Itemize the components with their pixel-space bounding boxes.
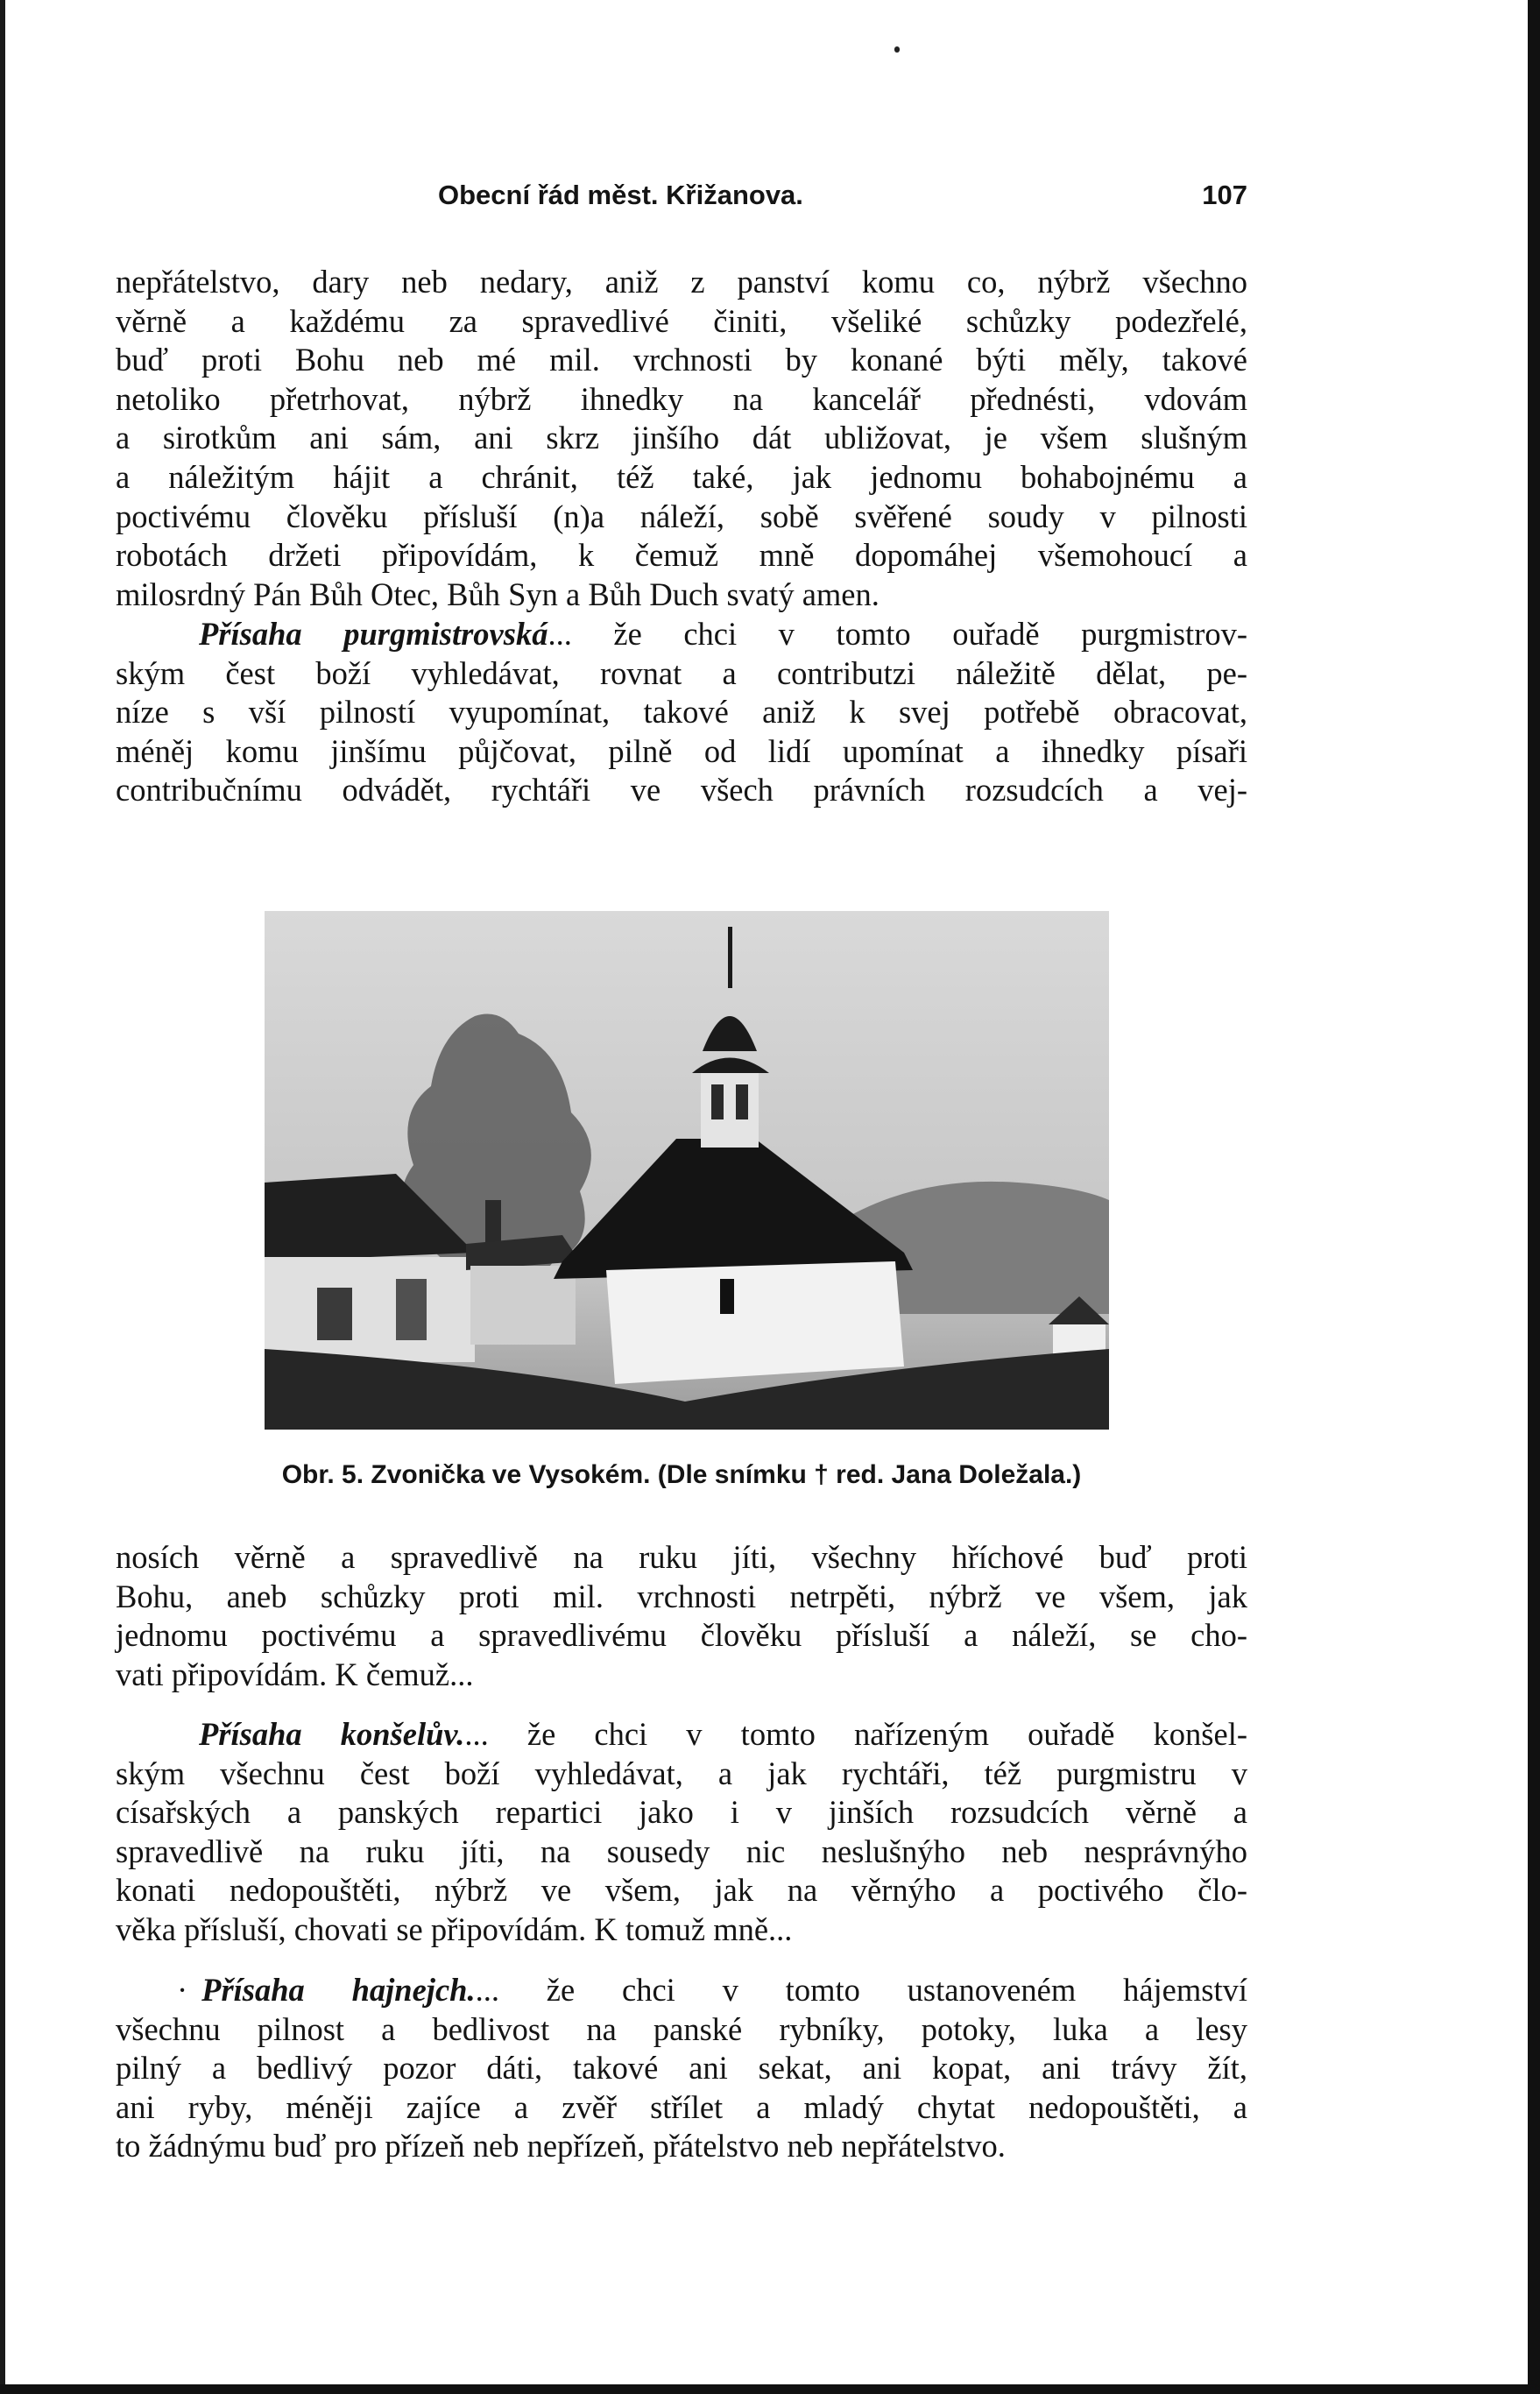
- paragraph-4: [116, 1715, 1247, 1950]
- running-header: [116, 180, 1247, 223]
- text-line: pilný a bedlivý pozor dáti, takové ani sekat, ani kopat, ani trávy žít,: [116, 2050, 1247, 2087]
- paragraph-2: [116, 615, 1247, 810]
- oath-heading: Přísaha konšelův.: [199, 1716, 465, 1752]
- text-line: věka přísluší, chovati se připovídám. K tomuž mně...: [116, 1910, 793, 1947]
- text-line: jednomu poctivému a spravedlivému člověku přísluší a náleží, se cho-: [116, 1617, 1247, 1654]
- text-line: [116, 615, 1247, 654]
- scan-edge-right: [1528, 0, 1540, 2394]
- text-line: Bohu, aneb schůzky proti mil. vrchnosti netrpěti, nýbrž ve všem, jak: [116, 1578, 1247, 1614]
- text-line: věrně a každému za spravedlivé činiti, všeliké schůzky podezřelé,: [116, 302, 1247, 339]
- oath-heading: Přísaha purgmistrovská: [199, 616, 548, 652]
- text-line: contribučnímu odvádět, rychtáři ve všech právních rozsudcích a vej-: [116, 772, 1247, 809]
- stray-mark: ·: [177, 1972, 188, 2008]
- text-line: a náležitým hájit a chránit, též také, jak jednomu bohabojnému a: [116, 458, 1247, 495]
- text-line: nosích věrně a spravedlivě na ruku jíti, všechny hříchové buď proti: [116, 1539, 1247, 1575]
- scan-edge-left: [0, 0, 5, 2394]
- text-line: poctivému člověku přísluší (n)a náleží, sobě svěřené soudy v pilnosti: [116, 498, 1247, 534]
- text-line: konati nedopouštěti, nýbrž ve všem, jak na věrnýho a poctivého člo-: [116, 1872, 1247, 1909]
- text-line-rest: ... že chci v tomto nařízeným ouřadě konšel-: [464, 1716, 1247, 1752]
- text-line: to žádnýmu buď pro přízeň neb nepřízeň, přátelstvo neb nepřátelstvo.: [116, 2128, 1006, 2164]
- header-title: Obecní řád měst. Křižanova.: [438, 180, 803, 210]
- text-line: robotách držeti připovídám, k čemuž mně dopomáhej všemohoucí a: [116, 537, 1247, 574]
- text-line: milosrdný Pán Bůh Otec, Bůh Syn a Bůh Duch svatý amen.: [116, 576, 879, 612]
- text-line: ským čest boží vyhledávat, rovnat a contributzi náležitě dělat, pe-: [116, 654, 1247, 691]
- text-line: všechnu pilnost a bedlivost na panské rybníky, potoky, luka a lesy: [116, 2010, 1247, 2047]
- text-line: [116, 1971, 1247, 2010]
- figure-caption: Obr. 5. Zvonička ve Vysokém. (Dle snímku † red. Jana Doležala.): [281, 1460, 1082, 1489]
- text-line: [116, 1715, 1247, 1755]
- text-line: spravedlivě na ruku jíti, na sousedy nic neslušnýho neb nesprávnýho: [116, 1833, 1247, 1869]
- scan-speck: [894, 46, 900, 53]
- text-line: nepřátelstvo, dary neb nedary, aniž z panství komu co, nýbrž všechno: [116, 264, 1247, 300]
- photo-belfry: [265, 911, 1109, 1430]
- text-line: a sirotkům ani sám, ani skrz jinšího dát ubližovat, je všem slušným: [116, 420, 1247, 456]
- text-line: méněj komu jinšímu půjčovat, pilně od lidí upomínat a ihnedky písaři: [116, 732, 1247, 769]
- text-line: netoliko přetrhovat, nýbrž ihnedky na kancelář přednésti, vdovám: [116, 380, 1247, 417]
- figure-photo: [265, 911, 1109, 1430]
- text-line: ani ryby, méněji zajíce a zvěř střílet a mladý chytat nedopouštěti, a: [116, 2088, 1247, 2125]
- paragraph-1: [116, 263, 1247, 614]
- text-line: buď proti Bohu neb mé mil. vrchnosti by konané býti měly, takové: [116, 342, 1247, 378]
- text-line: vati připovídám. K čemuž...: [116, 1656, 474, 1692]
- text-line-rest: ... že chci v tomto ustanoveném hájemství: [475, 1972, 1247, 2008]
- paragraph-3: [116, 1538, 1247, 1694]
- oath-heading: Přísaha hajnejch.: [201, 1972, 476, 2008]
- text-line-rest: ... že chci v tomto ouřadě purgmistrov-: [547, 616, 1248, 652]
- page-number: 107: [1202, 180, 1247, 210]
- text-line: níze s vší pilností vyupomínat, takové aniž k svej potřebě obracovat,: [116, 694, 1247, 731]
- text-line: císařských a panských repartici jako i v jinších rozsudcích věrně a: [116, 1794, 1247, 1831]
- scan-edge-bottom: [0, 2384, 1540, 2394]
- text-line: ským všechnu čest boží vyhledávat, a jak rychtáři, též purgmistru v: [116, 1755, 1247, 1791]
- paragraph-5: [116, 1971, 1247, 2166]
